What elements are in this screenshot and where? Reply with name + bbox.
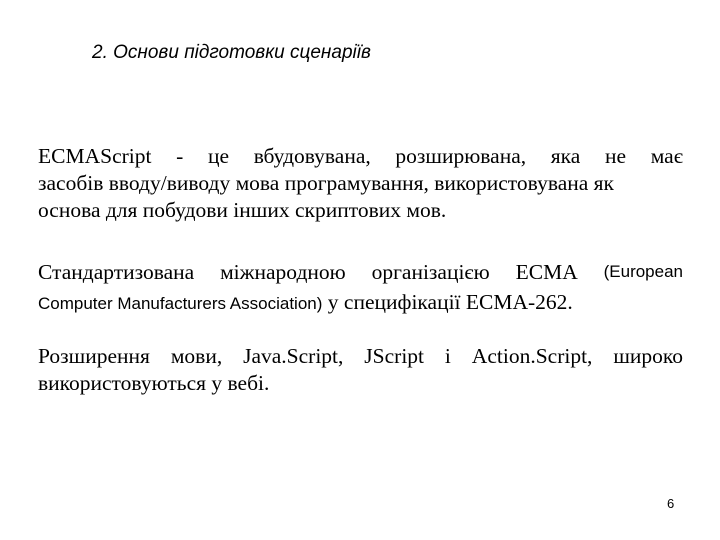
word: і	[444, 344, 451, 368]
specification-text: у специфікації ECMA-262.	[322, 290, 573, 314]
paragraph-line: засобів вводу/виводу мова програмування, використовувана як	[38, 171, 615, 195]
word: (European	[603, 262, 683, 281]
paragraph-line	[38, 343, 683, 370]
word: розширювана,	[395, 144, 527, 168]
paragraph-extensions	[38, 343, 683, 397]
paragraph-ecmascript-definition	[38, 143, 683, 224]
paragraph-line	[38, 287, 683, 319]
word: яка	[550, 144, 581, 168]
word: широко	[613, 344, 683, 368]
word: міжнародною	[220, 260, 346, 284]
word: вбудовувана,	[253, 144, 371, 168]
paragraph-line: використовуються у вебі.	[38, 371, 270, 395]
word: Java.Script,	[243, 344, 344, 368]
word: Action.Script,	[471, 344, 593, 368]
word: JScript	[364, 344, 425, 368]
slide-title: 2. Основи підготовки сценаріїв	[92, 42, 371, 63]
organization-name: Computer Manufacturers Association)	[38, 294, 323, 313]
page-number: 6	[667, 496, 675, 511]
paragraph-standardization	[38, 257, 683, 319]
word: не	[605, 144, 627, 168]
word: це	[207, 144, 230, 168]
word: ECMA	[515, 260, 578, 284]
word: мови,	[170, 344, 223, 368]
word: організацією	[371, 260, 490, 284]
word: Стандартизована	[38, 260, 195, 284]
word: Розширення	[38, 344, 150, 368]
paragraph-line: основа для побудови інших скриптових мов.	[38, 198, 447, 222]
paragraph-line	[38, 257, 683, 287]
word: має	[650, 144, 683, 168]
word: -	[176, 144, 184, 168]
paragraph-line	[38, 143, 683, 170]
term-ecmascript: ECMAScript	[38, 144, 152, 168]
